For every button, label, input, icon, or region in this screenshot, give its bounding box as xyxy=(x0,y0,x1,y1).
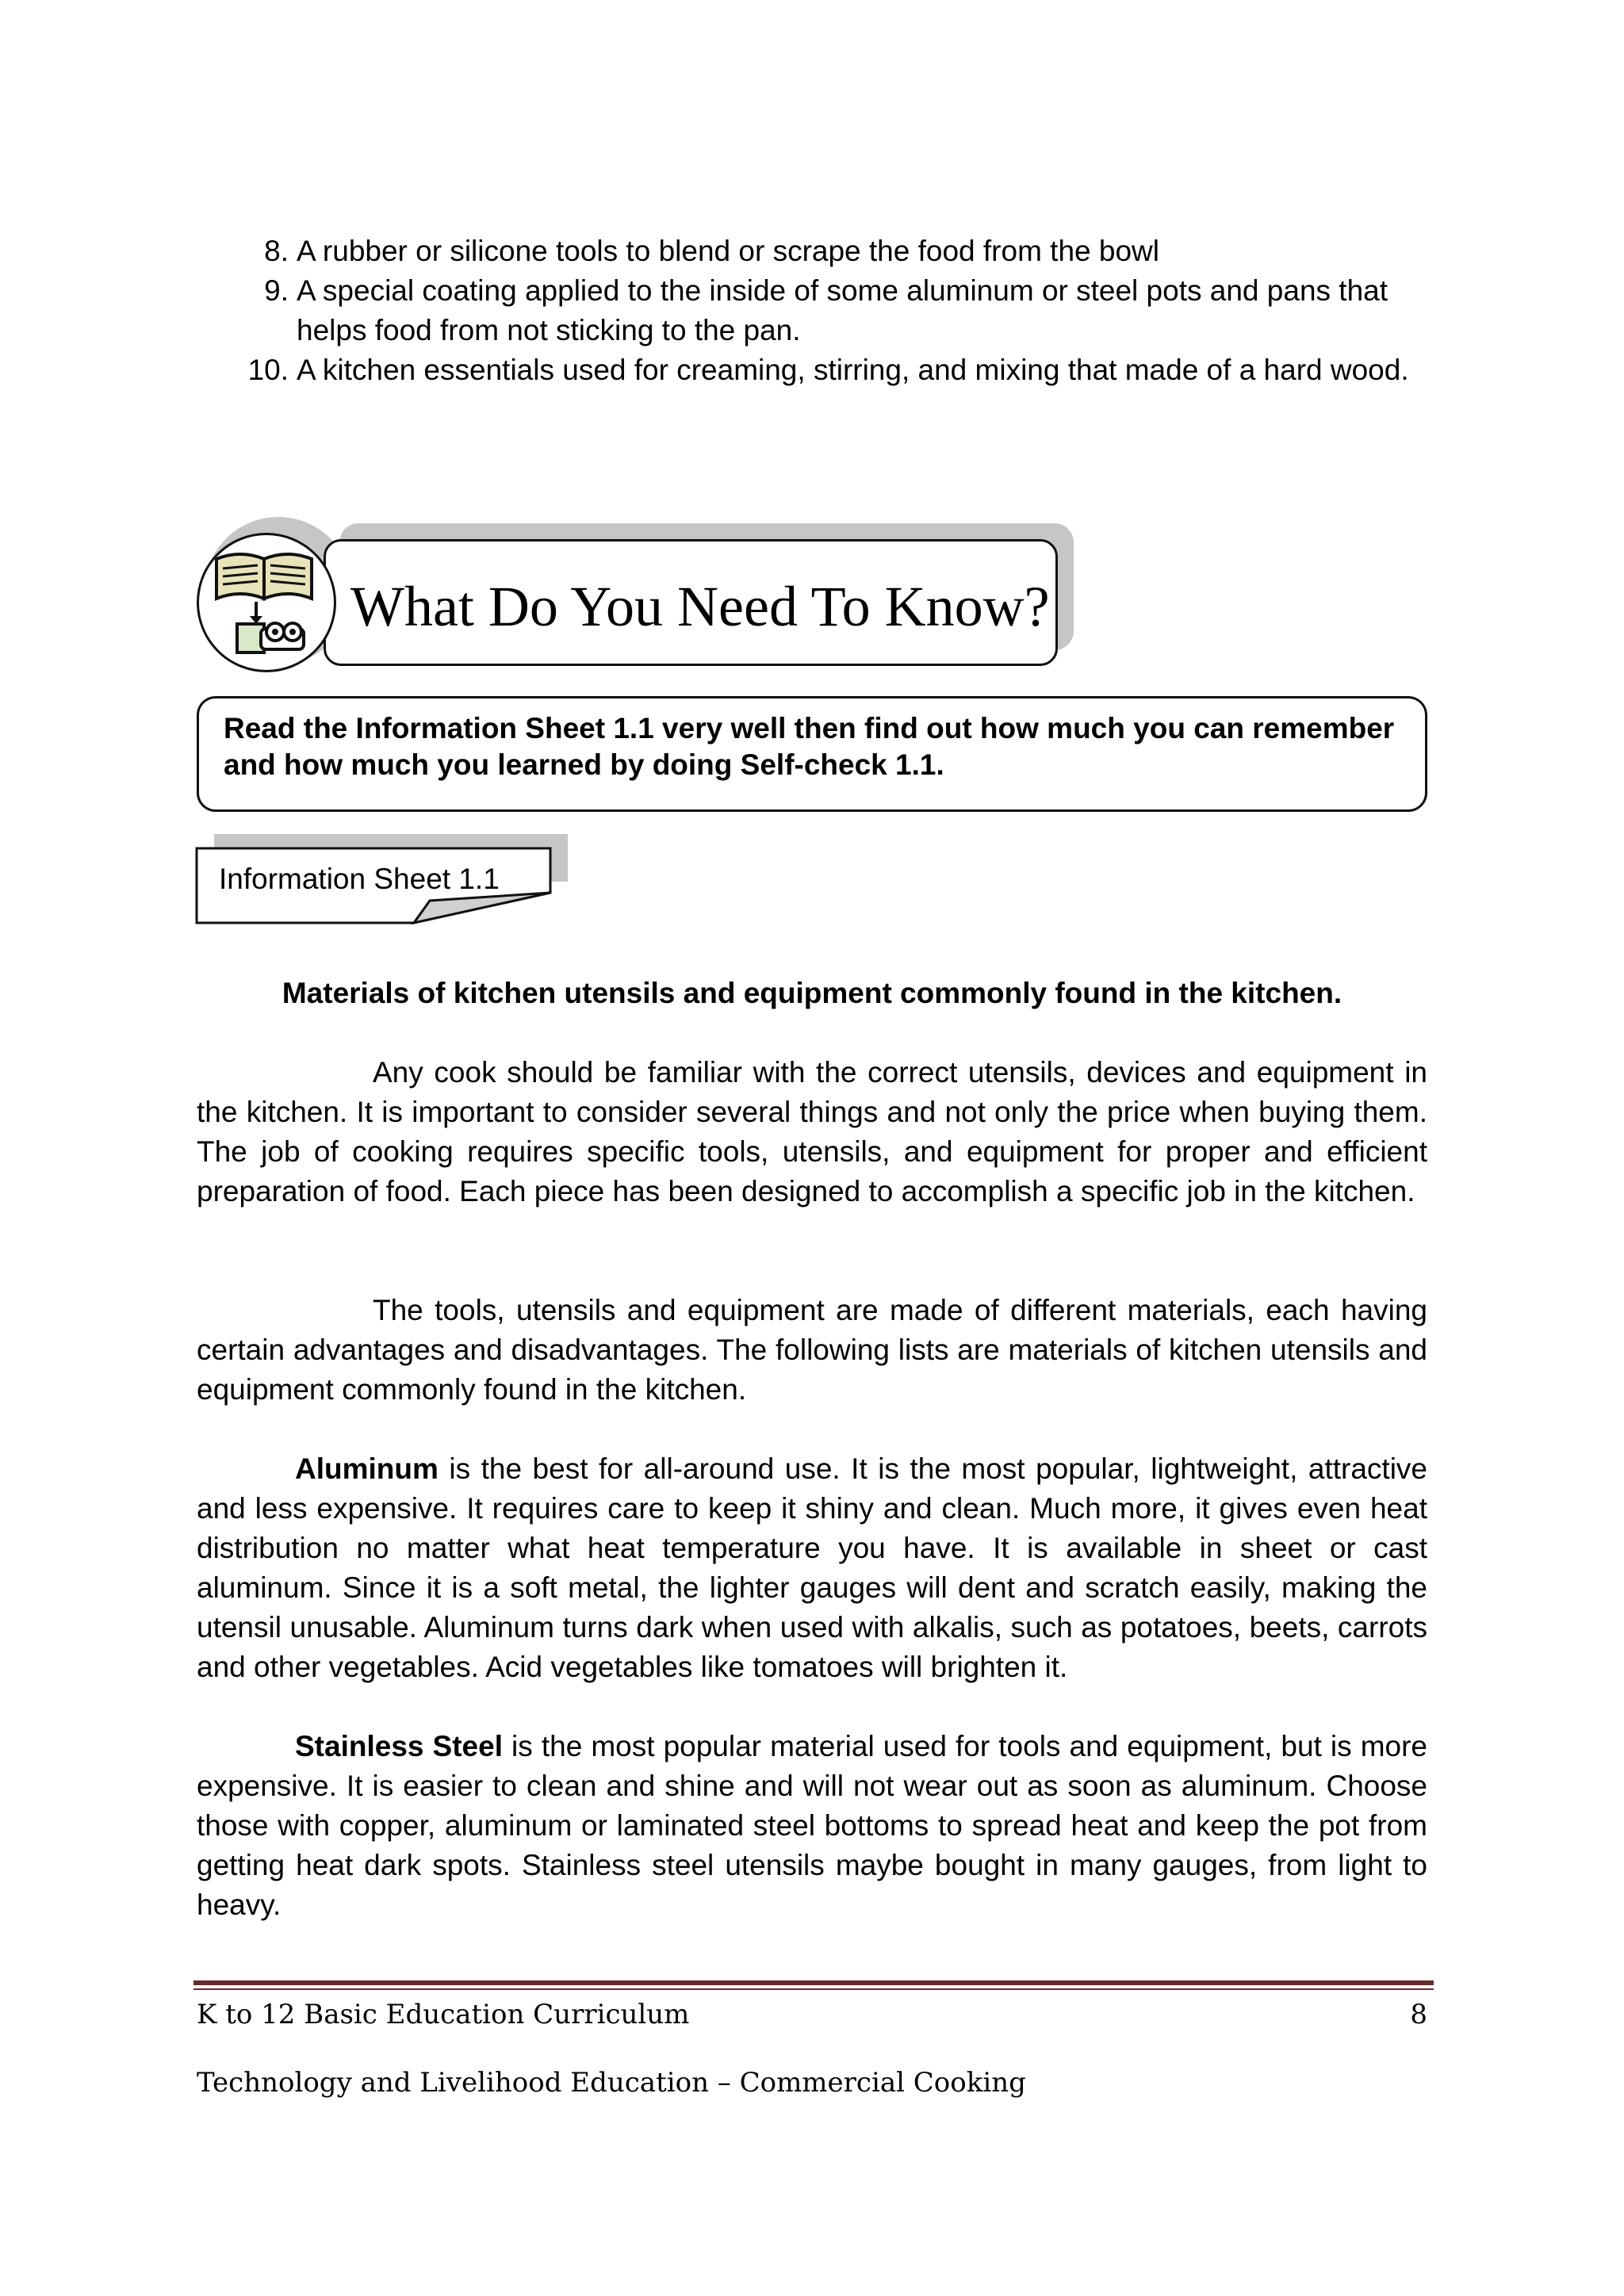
section-heading: Materials of kitchen utensils and equipment commonly found in the kitchen. xyxy=(282,977,1342,1009)
paragraph: Any cook should be familiar with the correct utensils, devices and equipment in the kitchen. It is important to consider several things and not only the price when buying them. The job of cooking requires specific tools, utensils, and equipment for proper and efficient preparation of food. Each piece has been designed to accomplish a specific job in the kitchen. xyxy=(197,1056,1427,1207)
list-item xyxy=(238,232,1443,271)
paragraph xyxy=(197,1727,1427,1925)
footer-curriculum: K to 12 Basic Education Curriculum xyxy=(197,1999,690,2030)
paragraph: The tools, utensils and equipment are made of different materials, each having certain advantages and disadvantages. The following lists are materials of kitchen utensils and equipment commonly found in the kitchen. xyxy=(197,1294,1427,1406)
book-and-projector-icon xyxy=(197,533,336,672)
instruction-text: Read the Information Sheet 1.1 very well then find out how much you can remember and how much you learned by doing Self-check 1.1. xyxy=(224,712,1395,781)
paragraph-text: is the best for all-around use. It is the most popular, lightweight, attractive and less expensive. It requires care to keep it shiny and clean. Much more, it gives even heat distribution no matter what heat temperature you have. It is available in sheet or cast aluminum. Since it is a soft metal, the lighter gauges will dent and scratch easily, making the utensil unusable. Aluminum turns dark when used with alkalis, such as potatoes, beets, carrots and other vegetables. Acid vegetables like tomatoes will brighten it. xyxy=(197,1452,1427,1683)
paragraph xyxy=(197,1449,1427,1687)
footer-rule xyxy=(193,1988,1434,1990)
paragraph-text: is the most popular material used for tools and equipment, but is more expensive. It is easier to clean and shine and will not wear out as soon as aluminum. Choose those with copper, aluminum or laminated steel bottoms to spread heat and keep the pot from getting heat dark spots. Stainless steel utensils maybe bought in many gauges, from light to heavy. xyxy=(197,1730,1428,1921)
information-sheet-tag: Information Sheet 1.1 xyxy=(219,863,500,895)
section-title: What Do You Need To Know? xyxy=(350,575,1050,638)
footer-subject: Technology and Livelihood Education – Commercial Cooking xyxy=(197,2067,1026,2099)
term-aluminum: Aluminum xyxy=(295,1452,439,1485)
list-item-number: 10. xyxy=(247,354,289,386)
list-item-number: 9. xyxy=(264,274,289,307)
list-item xyxy=(238,350,1443,390)
list-item xyxy=(238,271,1443,350)
list-item-text: A kitchen essentials used for creaming, stirring, and mixing that made of a hard wood. xyxy=(297,354,1409,386)
list-item-number: 8. xyxy=(264,235,289,267)
list-item-text: A special coating applied to the inside of some aluminum or steel pots and pans that helps food from not sticking to the pan. xyxy=(297,274,1388,346)
list-item-text: A rubber or silicone tools to blend or scrape the food from the bowl xyxy=(297,235,1159,267)
footer-rule xyxy=(193,1980,1434,1985)
page-number: 8 xyxy=(1410,1999,1427,2030)
term-stainless-steel: Stainless Steel xyxy=(295,1730,503,1762)
numbered-list xyxy=(238,232,1443,390)
